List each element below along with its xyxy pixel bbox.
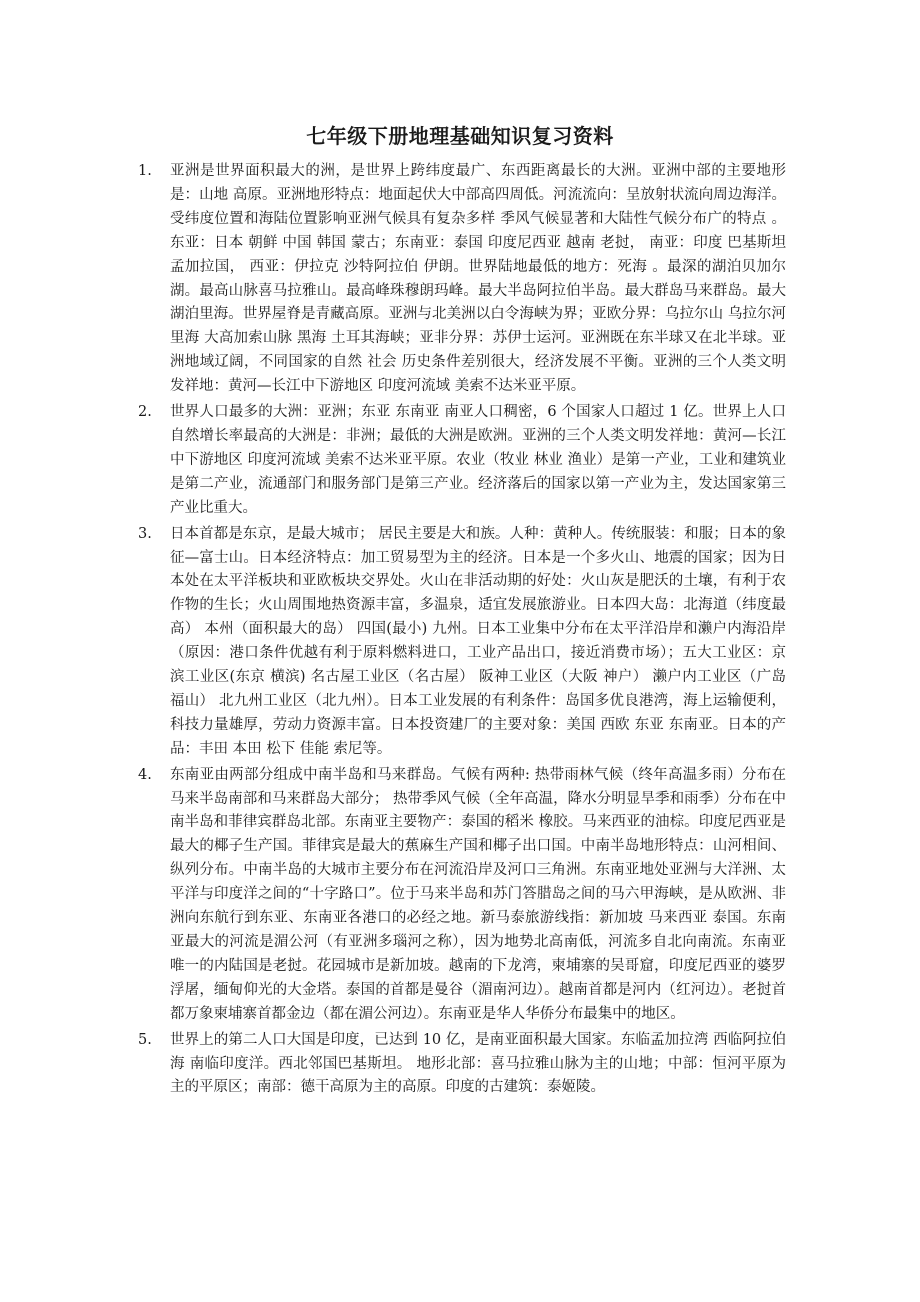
- document-title: 七年级下册地理基础知识复习资料: [306, 124, 614, 148]
- list-item-number: 3.: [138, 525, 152, 542]
- list-item-number: 2.: [138, 404, 152, 421]
- list-item-text: 日本首都是东京，是最大城市； 居民主要是大和族。人种：黄种人。传统服装：和服；日本的象征—富士山。日本经济特点：加工贸易型为主的经济。日本是一个多火山、地震的国家；因为日本处在太平洋板块和亚欧板块交界处。火山在非活动期的好处：火山灰是肥沃的土壤，有利于农作物的生长；火山周围地热资源丰富，多温泉，适宜发展旅游业。日本四大岛：北海道（纬度最高） 本州（面积最大的岛） 四国(最小) 九州。日本工业集中分布在太平洋沿岸和濑户内海沿岸（原因：港口条件优越有利于原料燃料进口，工业产品出口，接近消费市场）；五大工业区：京滨工业区(东京 横滨) 名古屋工业区（名古屋） 阪神工业区（大阪 神户） 濑户内工业区（广岛 福山） 北九州工业区（北九州）。日本工业发展的有利条件：岛国多优良港湾，海上运输便利，科技力量雄厚，劳动力资源丰富。日本投资建厂的主要对象：美国 西欧 东亚 东南亚。日本的产品：丰田 本田 松下 佳能 索尼等。: [170, 525, 786, 757]
- list-item-number: 4.: [138, 766, 152, 783]
- list-item-5: [138, 1029, 786, 1101]
- list-item-number: 5.: [138, 1031, 152, 1048]
- list-item-4: [138, 764, 786, 1027]
- list-item-number: 1.: [138, 163, 152, 179]
- list-item-text: 东南亚由两部分组成中南半岛和马来群岛。气候有两种: 热带雨林气候（终年高温多雨）分布在马来半岛南部和马来群岛大部分； 热带季风气候（全年高温，降水分明显旱季和雨季）分布在中南半岛和菲律宾群岛北部。东南亚主要物产：泰国的稻米 橡胶。马来西亚的油棕。印度尼西亚是最大的椰子生产国。菲律宾是最大的蕉麻生产国和椰子出口国。中南半岛地形特点：山河相间、纵列分布。中南半岛的大城市主要分布在河流沿岸及河口三角洲。东南亚地处亚洲与大洋洲、太平洋与印度洋之间的“十字路口”。位于马来半岛和苏门答腊岛之间的马六甲海峡，是从欧洲、非洲向东航行到东亚、东南亚各港口的必经之地。新马泰旅游线指：新加坡 马来西亚 泰国。东南亚最大的河流是湄公河（有亚洲多瑙河之称），因为地势北高南低，河流多自北向南流。东南亚唯一的内陆国是老挝。花园城市是新加坡。越南的下龙湾，柬埔寨的吴哥窟，印度尼西亚的婆罗浮屠，缅甸仰光的大金塔。泰国的首都是曼谷（湄南河边）。越南首都是河内（红河边）。老挝首都万象柬埔寨首都金边（都在湄公河边）。东南亚是华人华侨分布最集中的地区。: [170, 766, 786, 1022]
- list-item-2: [138, 401, 786, 521]
- numbered-list: [138, 160, 786, 1102]
- list-item-text: 世界上的第二人口大国是印度，已达到 10 亿，是南亚面积最大国家。东临孟加拉湾 西临阿拉伯海 南临印度洋。西北邻国巴基斯坦。 地形北部：喜马拉雅山脉为主的山地；中部：恒河平原为主的平原区；南部：德干高原为主的高原。印度的古建筑：泰姬陵。: [170, 1031, 786, 1096]
- list-item-text: 世界人口最多的大洲：亚洲；东亚 东南亚 南亚人口稠密，6 个国家人口超过 1 亿。世界上人口自然增长率最高的大洲是：非洲；最低的大洲是欧洲。亚洲的三个人类文明发祥地：黄河—长江中下游地区 印度河流域 美索不达米亚平原。农业（牧业 林业 渔业）是第一产业，工业和建筑业是第二产业，流通部门和服务部门是第三产业。经济落后的国家以第一产业为主，发达国家第三产业比重大。: [170, 404, 786, 516]
- list-item-3: [138, 523, 786, 762]
- list-item-1: [138, 160, 786, 399]
- list-item-text: 亚洲是世界面积最大的洲，是世界上跨纬度最广、东西距离最长的大洲。亚洲中部的主要地形是：山地 高原。亚洲地形特点：地面起伏大中部高四周低。河流流向：呈放射状流向周边海洋。受纬度位置和海陆位置影响亚洲气候具有复杂多样 季风气候显著和大陆性气候分布广的特点 。东亚：日本 朝鲜 中国 韩国 蒙古；东南亚：泰国 印度尼西亚 越南 老挝， 南亚：印度 巴基斯坦 孟加拉国， 西亚：伊拉克 沙特阿拉伯 伊朗。世界陆地最低的地方：死海 。最深的湖泊贝加尔湖。最高山脉喜马拉雅山。最高峰珠穆朗玛峰。最大半岛阿拉伯半岛。最大群岛马来群岛。最大湖泊里海。世界屋脊是青藏高原。亚洲与北美洲以白令海峡为界；亚欧分界：乌拉尔山 乌拉尔河 里海 大高加索山脉 黑海 土耳其海峡；亚非分界：苏伊士运河。亚洲既在东半球又在北半球。亚洲地域辽阔，不同国家的自然 社会 历史条件差别很大，经济发展不平衡。亚洲的三个人类文明发祥地：黄河—长江中下游地区 印度河流域 美索不达米亚平原。: [170, 163, 786, 395]
